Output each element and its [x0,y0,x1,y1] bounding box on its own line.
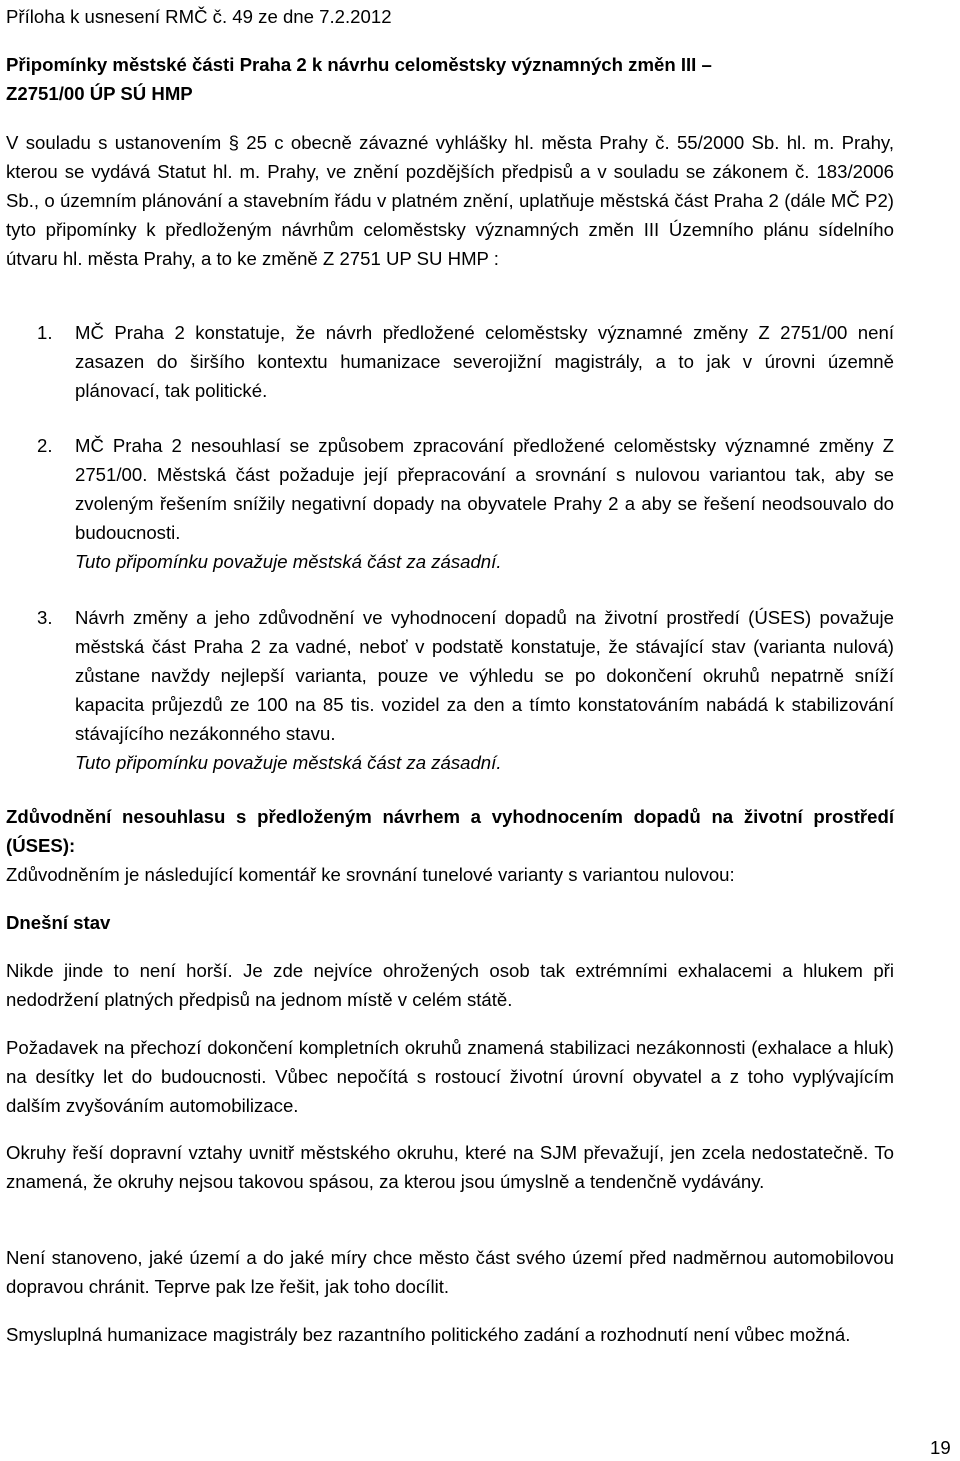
justification-paragraph-2: Požadavek na přechozí dokončení kompletních okruhů znamená stabilizaci nezákonnosti (exhalace a hluk) na desítky let do budoucnosti. Vůbec nepočítá s rostoucí životní úrovní obyvatel a z toho vyplývajícím dalším zvyšováním automobilizace. [6,1037,894,1116]
comment-item-3 [6,603,894,777]
document-title-line-2: Z2751/00 ÚP SÚ HMP [6,83,193,104]
justification-heading: Zdůvodnění nesouhlasu s předloženým návrhem a vyhodnocením dopadů na životní prostředí (ÚSES): [6,806,894,856]
justification-paragraph-5: Smysluplná humanizace magistrály bez razantního politického zadání a rozhodnutí není vůbec možná. [6,1324,851,1345]
item-emphasis: Tuto připomínku považuje městská část za zásadní. [75,551,502,572]
item-emphasis: Tuto připomínku považuje městská část za zásadní. [75,752,502,773]
comment-item-1 [6,318,894,405]
item-text: MČ Praha 2 konstatuje, že návrh předložené celoměstsky významné změny Z 2751/00 není zasazen do širšího kontextu humanizace severojižní magistrály, a to jak v úrovni územně plánovací, tak politické. [75,322,894,401]
item-number: 3. [37,607,53,628]
page-number: 19 [930,1437,951,1458]
page-header: Příloha k usnesení RMČ č. 49 ze dne 7.2.2012 [6,6,392,27]
item-number: 1. [37,322,53,343]
intro-paragraph: V souladu s ustanovením § 25 c obecně závazné vyhlášky hl. města Prahy č. 55/2000 Sb. hl. m. Prahy, kterou se vydává Statut hl. m. Prahy, ve znění pozdějších předpisů a v souladu se zákonem č. 183/2006 Sb., o územním plánování a stavebním řádu v platném znění, uplatňuje městská část Praha 2 (dále MČ P2) tyto připomínky k předloženým návrhům celoměstsky významných změn III Územního plánu sídelního útvaru hl. města Prahy, a to ke změně Z 2751 UP SU HMP : [6,132,894,269]
justification-paragraph-1: Nikde jinde to není horší. Je zde nejvíce ohrožených osob tak extrémními exhalacemi a hlukem při nedodržení platných předpisů na jednom místě v celém státě. [6,960,894,1010]
item-number: 2. [37,435,53,456]
item-text: MČ Praha 2 nesouhlasí se způsobem zpracování předložené celoměstsky významné změny Z 2751/00. Městská část požaduje její přepracování a srovnání s nulovou variantou tak, aby se zvoleným řešením snížily negativní dopady na obyvatele Prahy 2 a aby se řešení neodsouvalo do budoucnosti. [75,435,894,543]
justification-lead: Zdůvodněním je následující komentář ke srovnání tunelové varianty s variantou nulovou: [6,864,735,885]
justification-paragraph-4: Není stanoveno, jaké území a do jaké míry chce město část svého území před nadměrnou automobilovou dopravou chránit. Teprve pak lze řešit, jak toho docílit. [6,1247,894,1297]
document-title-line-1: Připomínky městské části Praha 2 k návrhu celoměstsky významných změn III – [6,54,712,75]
section-subheading: Dnešní stav [6,912,111,933]
comment-item-2 [6,431,894,576]
justification-paragraph-3: Okruhy řeší dopravní vztahy uvnitř městského okruhu, které na SJM převažují, jen zcela nedostatečně. To znamená, že okruhy nejsou takovou spásou, za kterou jsou úmyslně a tendenčně vydávány. [6,1142,894,1192]
item-text: Návrh změny a jeho zdůvodnění ve vyhodnocení dopadů na životní prostředí (ÚSES) považuje městská část Praha 2 za vadné, neboť v podstatě konstatuje, že stávající stav (varianta nulová) zůstane navždy nejlepší varianta, pouze ve výhledu se po dokončení okruhů nepatrně sníží kapacita průjezdů ze 100 na 85 tis. vozidel za den a tímto konstatováním nabádá k stabilizování stávajícího nezákonného stavu. [75,607,894,744]
